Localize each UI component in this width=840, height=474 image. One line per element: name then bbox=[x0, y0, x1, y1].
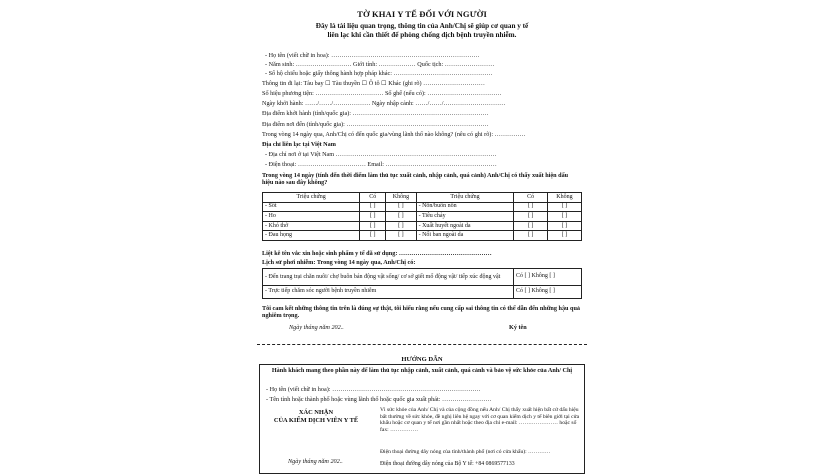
field-departure-place[interactable]: Địa điểm khởi hành (tỉnh/quốc gia): ………………………………………………………… bbox=[262, 110, 489, 117]
cough-yes-check[interactable]: [ ] bbox=[360, 212, 386, 222]
symptom-question: Trong vòng 14 ngày (tính đến thời điểm làm thủ tục xuất cảnh, nhập cảnh, quá cảnh) Anh/Chị có thấy xuất hiện dấu hiệu nào sau đây không? bbox=[262, 172, 569, 187]
exposure-table bbox=[262, 268, 582, 299]
field-address-vn[interactable]: - Địa chỉ nơi ở tại Việt Nam …………………………………………………………………… bbox=[265, 151, 497, 158]
guide-text: Hành khách mang theo phần này để làm thủ tục nhập cảnh, xuất cảnh, quá cảnh và bảo vệ sức khỏe của Anh/ Chị bbox=[271, 367, 573, 374]
symptom-diarrhea: - Tiêu chảy bbox=[416, 212, 514, 222]
field-departure-date[interactable]: Ngày khởi hành: ……/……/……………… Ngày nhập cảnh: ……/……/………………………… bbox=[262, 100, 506, 107]
symptom-table bbox=[262, 192, 582, 241]
sore-throat-yes-check[interactable]: [ ] bbox=[360, 231, 386, 241]
symptom-table-header bbox=[263, 193, 582, 203]
field-destination[interactable]: Địa điểm nơi đến (tỉnh/quốc gia): …………………………………………………………… bbox=[262, 121, 489, 128]
field-birth-year[interactable]: - Năm sinh: ……………………… Giới tính: ……………… Quốc tịch: …………………… bbox=[265, 61, 495, 68]
nausea-yes-check[interactable]: [ ] bbox=[514, 202, 547, 212]
hemorrhage-yes-check[interactable]: [ ] bbox=[514, 221, 547, 231]
address-header: Địa chỉ liên lạc tại Việt Nam bbox=[262, 141, 336, 148]
sign-date[interactable]: Ngày tháng năm 202.. bbox=[289, 324, 344, 331]
table-row bbox=[263, 202, 582, 212]
exposure-farm-answer[interactable]: Có [ ] Không [ ] bbox=[514, 269, 582, 286]
nausea-no-check[interactable]: [ ] bbox=[547, 202, 581, 212]
rash-no-check[interactable]: [ ] bbox=[547, 231, 581, 241]
col-yes-right: Có bbox=[514, 193, 547, 203]
hotline-province: Điện thoại đường dây nóng của tỉnh/thành phố (nơi có cửa khẩu): ………… bbox=[380, 449, 551, 455]
symptom-rash: - Nổi ban ngoài da bbox=[416, 231, 514, 241]
field-passport[interactable]: - Số hộ chiếu hoặc giấy thông hành hợp pháp khác: ………………………………………… bbox=[265, 70, 493, 77]
guide-box bbox=[259, 364, 585, 474]
symptom-sore-throat: - Đau họng bbox=[263, 231, 360, 241]
guide-date[interactable]: Ngày tháng năm 202.. bbox=[288, 458, 343, 465]
form-title: TỜ KHAI Y TẾ ĐỐI VỚI NGƯỜI bbox=[357, 9, 487, 19]
field-vehicle-number[interactable]: Số hiệu phương tiện: …………………………… Số ghế (nếu có): ……………………………… bbox=[262, 90, 502, 97]
guide-full-name[interactable]: - Họ tên (viết chữ in hoa): ……………………………………………………………… bbox=[266, 386, 481, 393]
inspector-confirm bbox=[268, 409, 364, 424]
table-row bbox=[263, 269, 582, 286]
field-full-name[interactable]: - Họ tên (viết chữ in hoa): ……………………………………………………………… bbox=[265, 52, 480, 59]
breathless-yes-check[interactable]: [ ] bbox=[360, 221, 386, 231]
signature-label: Ký tên bbox=[509, 324, 527, 331]
inspector-confirm-line-1: XÁC NHẬN bbox=[298, 409, 334, 416]
breathless-no-check[interactable]: [ ] bbox=[386, 221, 416, 231]
field-travel-info[interactable]: Thông tin đi lại: Tàu bay ☐ Tàu thuyền ☐ Ô tô ☐ Khác (ghi rõ) ………………………… bbox=[262, 80, 485, 87]
fever-yes-check[interactable]: [ ] bbox=[360, 202, 386, 212]
symptom-fever: - Sốt bbox=[263, 202, 360, 212]
field-vaccine[interactable]: Liệt kê tên vắc xin hoặc sinh phẩm y tế đã sử dụng: ……………………………………… bbox=[262, 250, 492, 257]
col-no-right: Không bbox=[547, 193, 581, 203]
medical-declaration-form bbox=[257, 0, 587, 473]
exposure-farm-text: - Đến trang trại chăn nuôi/ chợ buôn bán động vật sống/ cơ sở giết mổ động vật/ tiếp xúc động vật bbox=[263, 269, 514, 286]
guide-title: HƯỚNG DẪN bbox=[401, 356, 443, 363]
cut-line-divider bbox=[257, 344, 587, 345]
symptom-breathless: - Khó thở bbox=[263, 221, 360, 231]
field-phone-email[interactable]: - Điện thoại: …………………………… Email: ……………………………………………… bbox=[265, 161, 497, 168]
table-row bbox=[263, 221, 582, 231]
col-symptom-left: Triệu chứng bbox=[263, 193, 360, 203]
field-countries-visited[interactable]: Trong vòng 14 ngày qua, Anh/Chị có đến quốc gia/vùng lãnh thổ nào không? (nêu có ghi rõ): …………… bbox=[262, 131, 526, 138]
symptom-nausea: - Nôn/buồn nôn bbox=[416, 202, 514, 212]
inspector-confirm-line-2: CỦA KIỂM DỊCH VIÊN Y TẾ bbox=[273, 416, 359, 424]
diarrhea-no-check[interactable]: [ ] bbox=[547, 212, 581, 222]
col-no-left: Không bbox=[386, 193, 416, 203]
intro-line-2: liên lạc khi cần thiết để phòng chống dịch bệnh truyền nhiễm. bbox=[327, 31, 517, 39]
sore-throat-no-check[interactable]: [ ] bbox=[386, 231, 416, 241]
symptom-cough: - Ho bbox=[263, 212, 360, 222]
exposure-care-answer[interactable]: Có [ ] Không [ ] bbox=[514, 286, 582, 299]
intro-line-1: Đây là tài liệu quan trọng, thông tin của Anh/Chị sẽ giúp cơ quan y tế bbox=[315, 22, 529, 30]
exposure-care-text: - Trực tiếp chăm sóc người bệnh truyền nhiễm bbox=[263, 286, 514, 299]
fever-no-check[interactable]: [ ] bbox=[386, 202, 416, 212]
symptom-hemorrhage: - Xuất huyết ngoài da bbox=[416, 221, 514, 231]
commitment-text: Tôi cam kết những thông tin trên là đúng sự thật, tôi hiểu rằng nếu cung cấp sai thông tin có thể dẫn đến những hậu quả nghiêm trọng. bbox=[262, 305, 581, 320]
health-advice: Vì sức khỏe của Anh/ Chị và của cộng đồng nếu Anh/ Chị thấy xuất hiện bất cứ dấu hiệu bất thường về sức khỏe, đề nghị liên hệ ngay với cơ quan kiểm dịch y tế biên giới tại cửa khẩu hoặc cơ quan y tế nơi gần nhất hoặc theo địa chỉ e-mail: ………………… hoặc số fax: …………… bbox=[380, 407, 580, 434]
diarrhea-yes-check[interactable]: [ ] bbox=[514, 212, 547, 222]
hemorrhage-no-check[interactable]: [ ] bbox=[547, 221, 581, 231]
guide-origin[interactable]: - Tên tỉnh hoặc thành phố hoặc vùng lãnh thổ hoặc quốc gia xuất phát: …………………… bbox=[266, 396, 492, 403]
form-intro bbox=[257, 22, 587, 40]
cough-no-check[interactable]: [ ] bbox=[386, 212, 416, 222]
table-row bbox=[263, 212, 582, 222]
col-symptom-right: Triệu chứng bbox=[416, 193, 514, 203]
rash-yes-check[interactable]: [ ] bbox=[514, 231, 547, 241]
table-row bbox=[263, 231, 582, 241]
exposure-header: Lịch sử phơi nhiễm: Trong vòng 14 ngày qua, Anh/Chị có: bbox=[262, 259, 416, 266]
hotline-ministry: Điện thoại đường dây nóng của Bộ Y tế: +84 0869577133 bbox=[380, 461, 515, 467]
table-row bbox=[263, 286, 582, 299]
col-yes-left: Có bbox=[360, 193, 386, 203]
